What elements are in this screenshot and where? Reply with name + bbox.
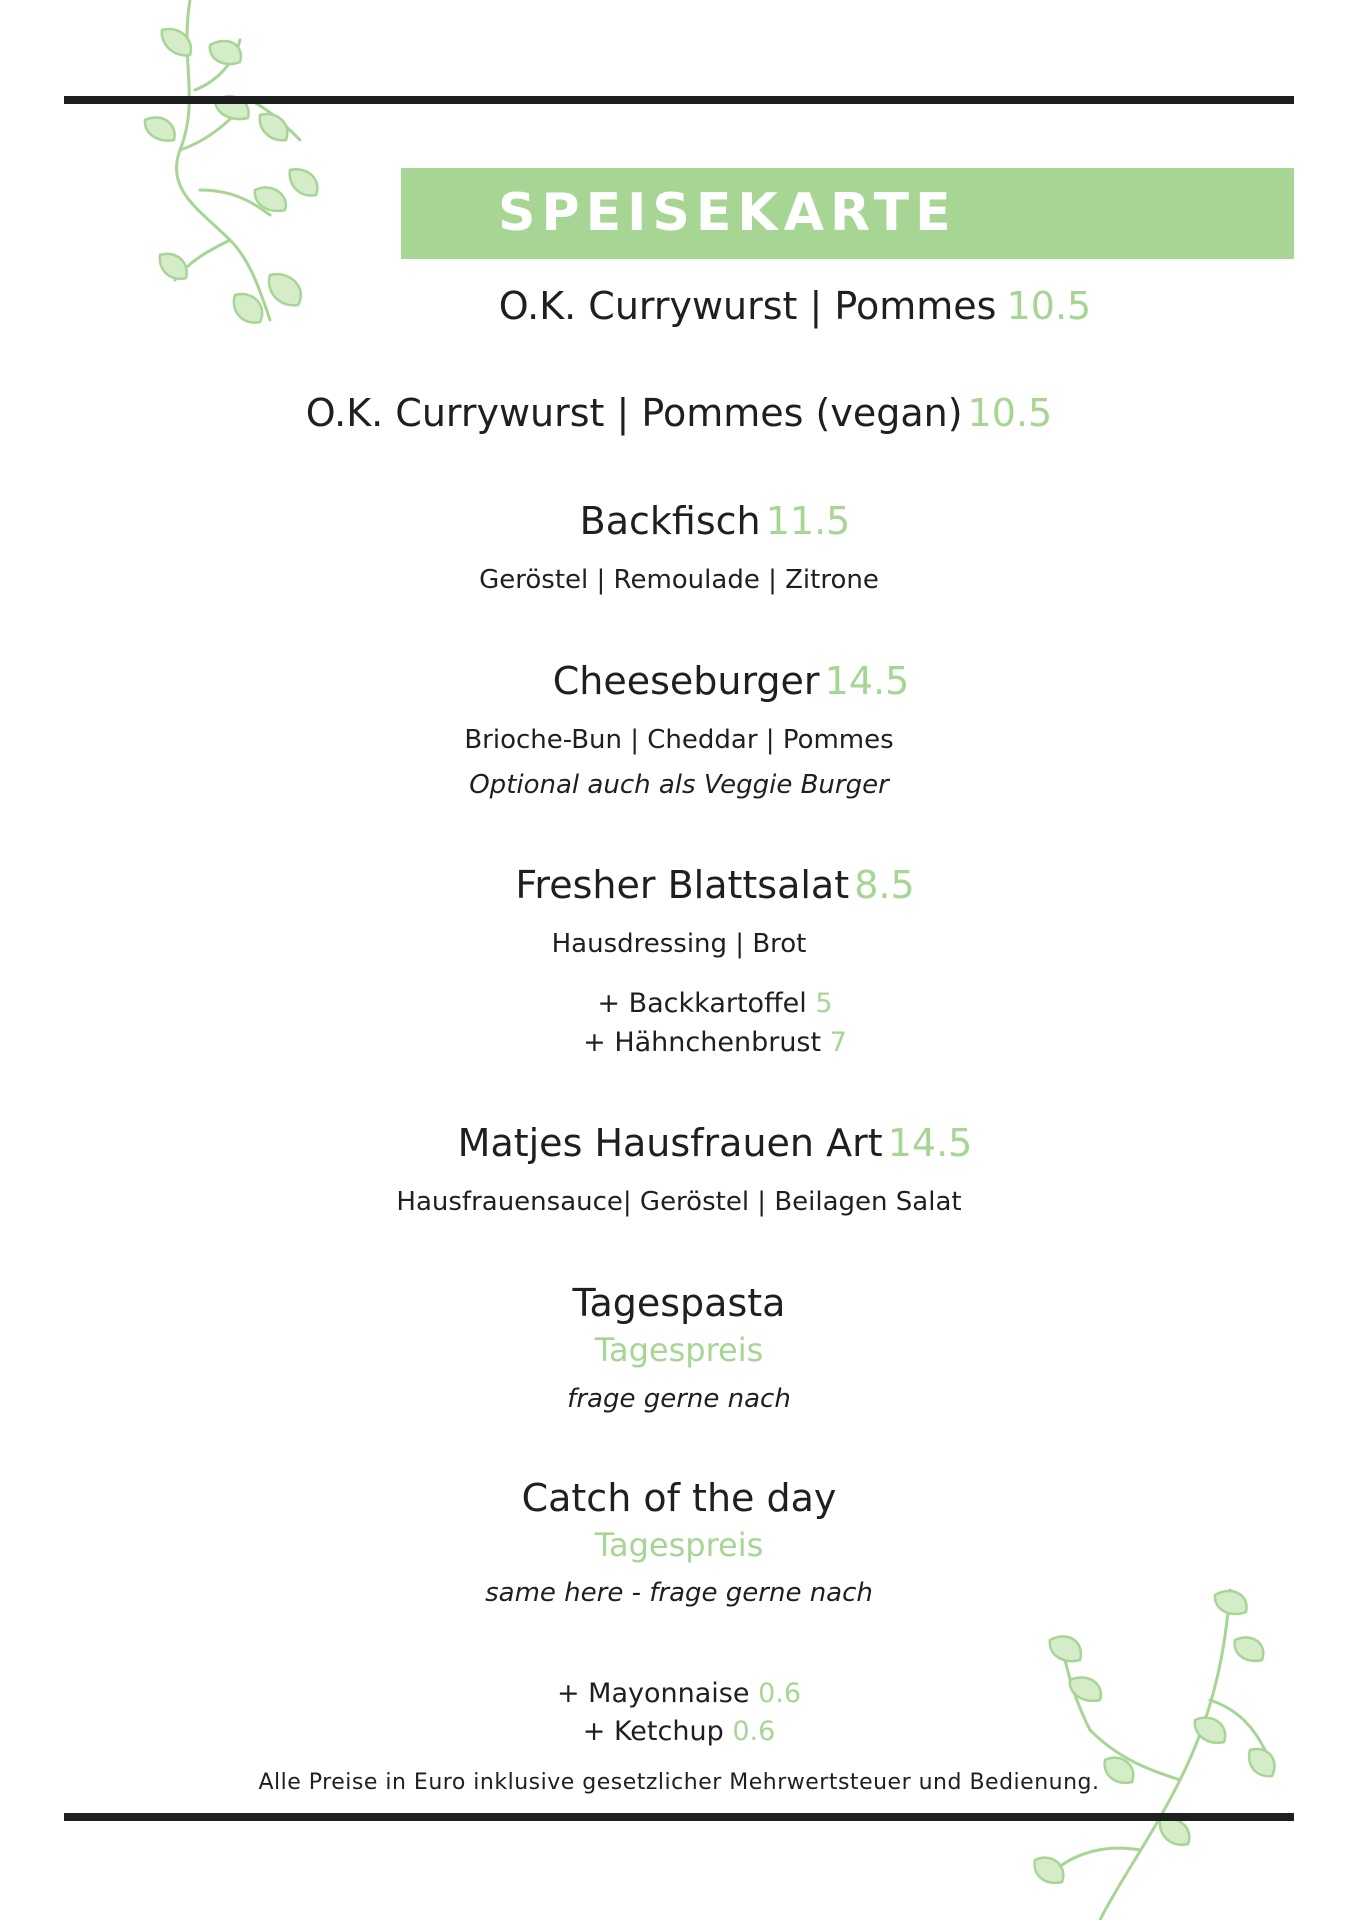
item-name: Tagespasta	[572, 1281, 786, 1325]
extra-label: + Ketchup	[582, 1716, 724, 1747]
item-price: Tagespreis	[594, 1331, 764, 1369]
item-price: 14.5	[824, 659, 910, 703]
addon-label: + Backkartoffel	[597, 988, 807, 1019]
menu-item	[36, 1121, 1358, 1165]
addon-line	[36, 1027, 1358, 1058]
menu-item	[0, 391, 1358, 435]
menu-item	[52, 659, 1358, 703]
item-name: O.K. Currywurst | Pommes (vegan)	[305, 391, 963, 435]
item-price: 11.5	[765, 499, 851, 543]
item-price: 10.5	[1006, 284, 1092, 328]
item-price: 14.5	[887, 1121, 973, 1165]
item-price: 8.5	[854, 863, 915, 907]
item-name: Cheeseburger	[552, 659, 820, 703]
item-name: Catch of the day	[521, 1476, 837, 1520]
menu-item	[36, 863, 1358, 907]
extra-line	[0, 1678, 1358, 1709]
addon-line	[36, 988, 1358, 1019]
item-price: Tagespreis	[594, 1526, 764, 1564]
title-banner	[401, 168, 1294, 259]
item-description: Brioche-Bun | Cheddar | Pommes	[464, 725, 894, 755]
item-price: 10.5	[967, 391, 1053, 435]
item-name: Fresher Blattsalat	[515, 863, 850, 907]
top-divider	[64, 96, 1294, 104]
extra-price: 0.6	[732, 1716, 776, 1747]
item-description: Geröstel | Remoulade | Zitrone	[479, 565, 879, 595]
item-name: Backfisch	[579, 499, 761, 543]
item-note: Optional auch als Veggie Burger	[469, 770, 889, 800]
extra-label: + Mayonnaise	[556, 1678, 750, 1709]
addon-price: 7	[829, 1027, 847, 1058]
page-title: SPEISEKARTE	[498, 183, 957, 243]
footer-note: Alle Preise in Euro inklusive gesetzlicher Mehrwertsteuer und Bedienung.	[258, 1770, 1100, 1795]
item-note: same here - frage gerne nach	[485, 1578, 873, 1608]
item-description: Hausdressing | Brot	[551, 929, 807, 959]
item-note: frage gerne nach	[567, 1384, 791, 1414]
extra-line	[0, 1716, 1358, 1747]
item-description: Hausfrauensauce| Geröstel | Beilagen Salat	[396, 1187, 962, 1217]
menu-item	[36, 499, 1358, 543]
item-name: O.K. Currywurst | Pommes	[498, 284, 997, 328]
addon-label: + Hähnchenbrust	[583, 1027, 822, 1058]
item-name: Matjes Hausfrauen Art	[457, 1121, 883, 1165]
menu-item	[116, 284, 1358, 328]
leafy-branch-icon	[1010, 1580, 1280, 1920]
bottom-divider	[64, 1813, 1294, 1821]
addon-price: 5	[815, 988, 833, 1019]
extra-price: 0.6	[758, 1678, 802, 1709]
